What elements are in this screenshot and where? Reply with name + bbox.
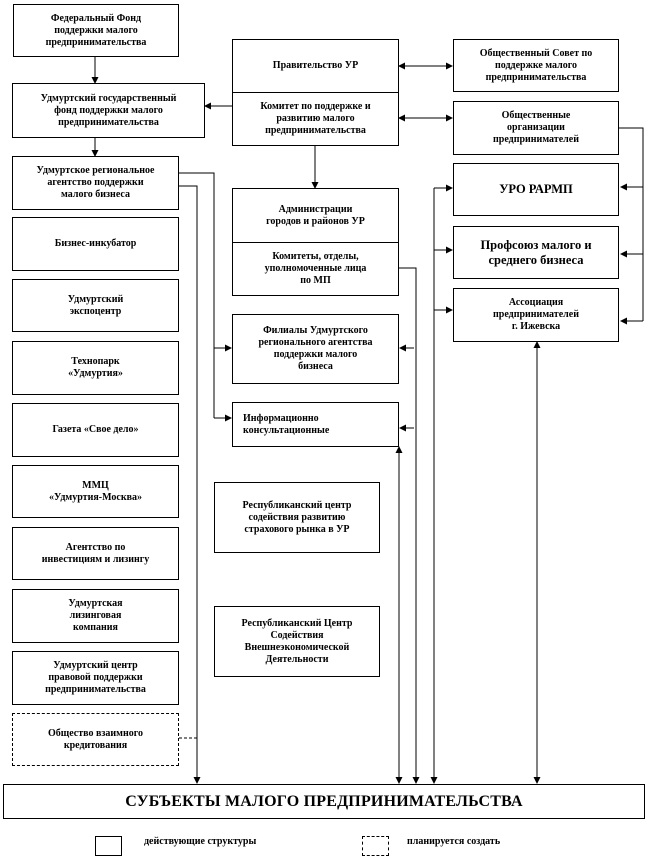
- node-leasing-company: Удмуртская лизинговая компания: [12, 589, 179, 643]
- node-committee: Комитет по поддержке и развитию малого предпринимательства: [232, 92, 399, 146]
- legend-dashed-swatch: [362, 836, 389, 856]
- node-mmc: ММЦ «Удмуртия-Москва»: [12, 465, 179, 518]
- node-udm-state-fund: Удмуртский государственный фонд поддержки малого предпринимательства: [12, 83, 205, 138]
- node-uro-rarmp: УРО РАРМП: [453, 163, 619, 216]
- node-public-council: Общественный Совет по поддержке малого предпринимательства: [453, 39, 619, 92]
- node-gazeta: Газета «Свое дело»: [12, 403, 179, 457]
- node-committees-depts: Комитеты, отделы, уполномоченные лица по МП: [232, 242, 399, 296]
- node-expocenter: Удмуртский экспоцентр: [12, 279, 179, 332]
- node-udm-regional-agency: Удмуртское региональное агентство поддержки малого бизнеса: [12, 156, 179, 210]
- node-fea-center: Республиканский Центр Содействия Внешнеэкономической Деятельности: [214, 606, 380, 677]
- legend-solid-swatch: [95, 836, 122, 856]
- node-public-orgs: Общественные организации предпринимателей: [453, 101, 619, 155]
- node-invest-leasing-agency: Агентство по инвестициям и лизингу: [12, 527, 179, 580]
- node-info-consult: Информационно консультационные: [232, 402, 399, 447]
- node-branches: Филиалы Удмуртского регионального агентства поддержки малого бизнеса: [232, 314, 399, 384]
- node-government: Правительство УР: [232, 39, 399, 93]
- node-subjects: СУБЪЕКТЫ МАЛОГО ПРЕДПРИНИМАТЕЛЬСТВА: [3, 784, 645, 819]
- edge-agency-branches: [179, 173, 231, 348]
- edge-orgs-bracket: [618, 128, 643, 321]
- edge-agency-bus: [179, 186, 197, 783]
- node-federal-fund: Федеральный Фонд поддержки малого предпринимательства: [13, 4, 179, 57]
- node-technopark: Технопарк «Удмуртия»: [12, 341, 179, 395]
- edge-depts-subjects: [399, 268, 416, 783]
- node-mutual-credit: Общество взаимного кредитования: [12, 713, 179, 766]
- node-legal-center: Удмуртский центр правовой поддержки предпринимательства: [12, 651, 179, 705]
- legend-planned-label: планируется создать: [407, 836, 501, 847]
- legend-existing-label: действующие структуры: [144, 836, 257, 847]
- node-business-incubator: Бизнес-инкубатор: [12, 217, 179, 271]
- node-insurance-center: Республиканский центр содействия развитию страхового рынка в УР: [214, 482, 380, 553]
- node-association: Ассоциация предпринимателей г. Ижевска: [453, 288, 619, 342]
- node-administrations: Администрации городов и районов УР: [232, 188, 399, 243]
- node-trade-union: Профсоюз малого и среднего бизнеса: [453, 226, 619, 279]
